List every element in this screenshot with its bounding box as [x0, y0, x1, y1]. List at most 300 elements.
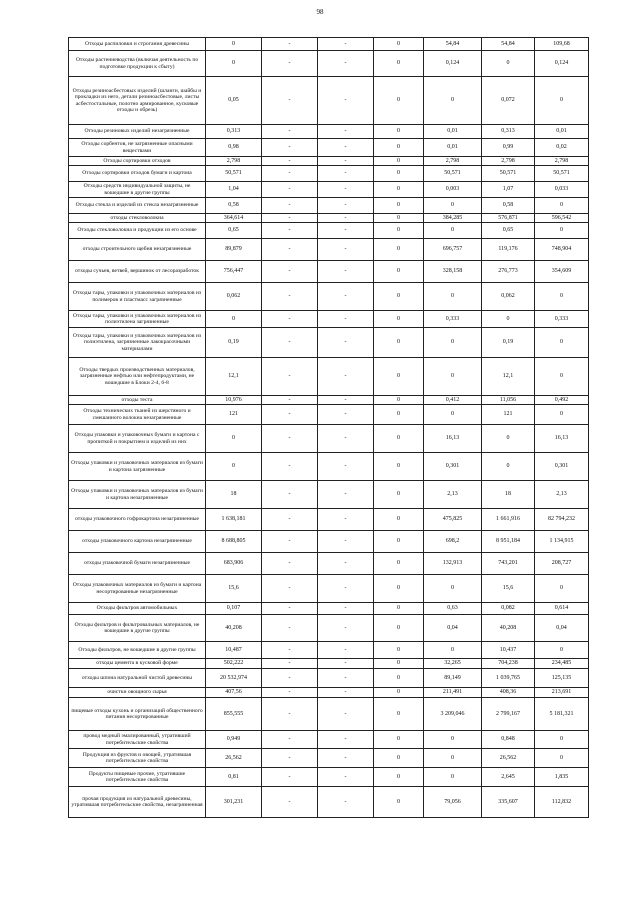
waste-type-name: Отходы сорбентов, не загрязненные опасными веществами	[69, 139, 206, 157]
waste-type-name: отходы упаковочного картона незагрязненные	[69, 531, 206, 553]
col-start-balance-cell: 0,313	[206, 125, 262, 139]
col-received-cell: -	[318, 396, 374, 405]
col-disposed-cell: 0,848	[482, 731, 535, 749]
col-end-balance-cell: 0,04	[535, 615, 589, 642]
col-end-balance-cell: 0,02	[535, 139, 589, 157]
col-disposed-cell: 743,201	[482, 553, 535, 575]
table-row	[69, 166, 589, 182]
col-disposed-cell: 0,58	[482, 198, 535, 214]
col-received-cell: -	[318, 642, 374, 659]
col-start-balance-cell: 12,1	[206, 358, 262, 396]
col-received-cell: -	[318, 182, 374, 198]
col-end-balance-cell: 0	[535, 358, 589, 396]
col-received-cell: -	[318, 328, 374, 358]
col-received-cell: -	[318, 239, 374, 261]
col-generated-cell: -	[262, 51, 318, 77]
col-start-balance-cell: 1 638,181	[206, 509, 262, 531]
waste-type-name: отходы упаковочного гофрокартона незагрязненные	[69, 509, 206, 531]
col-received-cell: -	[318, 531, 374, 553]
col-end-balance-cell: 0	[535, 77, 589, 125]
col-transferred-cell: 54,84	[424, 38, 482, 51]
col-transferred-cell: 50,571	[424, 166, 482, 182]
col-transferred-cell: 0	[424, 283, 482, 311]
col-end-balance-cell: 16,13	[535, 425, 589, 453]
col-generated-cell: -	[262, 575, 318, 603]
table-row	[69, 396, 589, 405]
col-start-balance-cell: 0,98	[206, 139, 262, 157]
table-row	[69, 531, 589, 553]
col-transferred-cell: 0,01	[424, 139, 482, 157]
waste-type-name: Отходы резиноасбестовых изделий (шланги, шайбы и прокладки из него, детали резиноасбестовые, листы асбестостальные, полотно армированное, кусковые отходы и обрезь)	[69, 77, 206, 125]
waste-type-name: Отходы сортировки отходов	[69, 157, 206, 166]
col-received-cell: -	[318, 77, 374, 125]
col-end-balance-cell: 5 181,321	[535, 698, 589, 731]
col-received-cell: -	[318, 603, 374, 615]
col-generated-cell: -	[262, 669, 318, 688]
col-end-balance-cell: 0	[535, 223, 589, 239]
col-start-balance-cell: 0,19	[206, 328, 262, 358]
table-row	[69, 509, 589, 531]
col-disposed-cell: 335,607	[482, 787, 535, 818]
col-received-cell: -	[318, 731, 374, 749]
col-used-cell: 0	[374, 261, 424, 283]
col-disposed-cell: 2,645	[482, 768, 535, 787]
col-generated-cell: -	[262, 157, 318, 166]
col-start-balance-cell: 0,05	[206, 77, 262, 125]
col-disposed-cell: 0,65	[482, 223, 535, 239]
col-disposed-cell: 40,208	[482, 615, 535, 642]
col-received-cell: -	[318, 575, 374, 603]
col-received-cell: -	[318, 669, 374, 688]
table-row	[69, 481, 589, 509]
col-transferred-cell: 0,003	[424, 182, 482, 198]
waste-type-name: отходы строительного щебня незагрязненные	[69, 239, 206, 261]
table-row	[69, 453, 589, 481]
col-end-balance-cell: 0,492	[535, 396, 589, 405]
col-disposed-cell: 12,1	[482, 358, 535, 396]
col-disposed-cell: 0,19	[482, 328, 535, 358]
col-start-balance-cell: 10,487	[206, 642, 262, 659]
waste-type-name: Отходы стекла и изделий из стекла незагрязненные	[69, 198, 206, 214]
col-received-cell: -	[318, 283, 374, 311]
col-transferred-cell: 2,798	[424, 157, 482, 166]
waste-type-name: Продукция из фруктов и овощей, утратившая потребительские свойства	[69, 749, 206, 768]
col-generated-cell: -	[262, 553, 318, 575]
col-disposed-cell: 50,571	[482, 166, 535, 182]
col-end-balance-cell: 1 134,915	[535, 531, 589, 553]
col-generated-cell: -	[262, 198, 318, 214]
col-disposed-cell: 0	[482, 51, 535, 77]
col-received-cell: -	[318, 659, 374, 669]
col-transferred-cell: 384,285	[424, 214, 482, 223]
col-end-balance-cell: 0	[535, 198, 589, 214]
table-row	[69, 139, 589, 157]
col-start-balance-cell: 0,65	[206, 223, 262, 239]
col-generated-cell: -	[262, 642, 318, 659]
col-start-balance-cell: 0	[206, 453, 262, 481]
col-received-cell: -	[318, 38, 374, 51]
col-generated-cell: -	[262, 77, 318, 125]
col-end-balance-cell: 1,835	[535, 768, 589, 787]
col-transferred-cell: 698,2	[424, 531, 482, 553]
table-row	[69, 198, 589, 214]
waste-type-name: Продукты пищевые прочие, утратившие потребительские свойства	[69, 768, 206, 787]
col-start-balance-cell: 18	[206, 481, 262, 509]
col-start-balance-cell: 0,062	[206, 283, 262, 311]
col-transferred-cell: 89,149	[424, 669, 482, 688]
col-generated-cell: -	[262, 509, 318, 531]
col-used-cell: 0	[374, 328, 424, 358]
col-end-balance-cell: 213,691	[535, 688, 589, 698]
col-transferred-cell: 0	[424, 358, 482, 396]
waste-type-name: отходы стекловолокна	[69, 214, 206, 223]
col-generated-cell: -	[262, 731, 318, 749]
col-used-cell: 0	[374, 139, 424, 157]
col-received-cell: -	[318, 553, 374, 575]
table-row	[69, 239, 589, 261]
col-start-balance-cell: 0,81	[206, 768, 262, 787]
col-end-balance-cell: 2,798	[535, 157, 589, 166]
table-row	[69, 261, 589, 283]
col-generated-cell: -	[262, 358, 318, 396]
table-row	[69, 749, 589, 768]
waste-type-name: Отходы технических тканей из шерстяного и смешанного волокна незагрязненные	[69, 405, 206, 425]
col-transferred-cell: 328,158	[424, 261, 482, 283]
col-received-cell: -	[318, 453, 374, 481]
col-disposed-cell: 26,562	[482, 749, 535, 768]
col-received-cell: -	[318, 688, 374, 698]
col-disposed-cell: 2,798	[482, 157, 535, 166]
col-start-balance-cell: 50,571	[206, 166, 262, 182]
col-received-cell: -	[318, 223, 374, 239]
col-start-balance-cell: 26,562	[206, 749, 262, 768]
col-start-balance-cell: 15,6	[206, 575, 262, 603]
col-generated-cell: -	[262, 125, 318, 139]
col-transferred-cell: 0,301	[424, 453, 482, 481]
col-used-cell: 0	[374, 358, 424, 396]
col-disposed-cell: 2 799,167	[482, 698, 535, 731]
col-start-balance-cell: 2,798	[206, 157, 262, 166]
waste-type-name: отходы цемента в кусковой форме	[69, 659, 206, 669]
col-used-cell: 0	[374, 38, 424, 51]
col-generated-cell: -	[262, 223, 318, 239]
col-used-cell: 0	[374, 575, 424, 603]
col-generated-cell: -	[262, 453, 318, 481]
col-start-balance-cell: 1,04	[206, 182, 262, 198]
col-used-cell: 0	[374, 77, 424, 125]
col-received-cell: -	[318, 768, 374, 787]
col-received-cell: -	[318, 198, 374, 214]
col-generated-cell: -	[262, 615, 318, 642]
col-generated-cell: -	[262, 182, 318, 198]
table-row	[69, 642, 589, 659]
col-transferred-cell: 0,124	[424, 51, 482, 77]
waste-type-name: прочая продукция из натуральной древесины, утратившая потребительские свойства, незагрязненная	[69, 787, 206, 818]
col-disposed-cell: 704,238	[482, 659, 535, 669]
col-received-cell: -	[318, 214, 374, 223]
col-generated-cell: -	[262, 787, 318, 818]
col-disposed-cell: 0	[482, 425, 535, 453]
table-row	[69, 787, 589, 818]
col-start-balance-cell: 0	[206, 51, 262, 77]
col-received-cell: -	[318, 51, 374, 77]
col-transferred-cell: 0,333	[424, 311, 482, 328]
col-transferred-cell: 0	[424, 768, 482, 787]
col-transferred-cell: 0,01	[424, 125, 482, 139]
col-used-cell: 0	[374, 453, 424, 481]
col-transferred-cell: 696,757	[424, 239, 482, 261]
col-used-cell: 0	[374, 283, 424, 311]
waste-type-name: Отходы резиновых изделий незагрязненные	[69, 125, 206, 139]
col-used-cell: 0	[374, 787, 424, 818]
col-generated-cell: -	[262, 659, 318, 669]
col-disposed-cell: 1 661,916	[482, 509, 535, 531]
col-used-cell: 0	[374, 405, 424, 425]
col-generated-cell: -	[262, 139, 318, 157]
col-transferred-cell: 16,13	[424, 425, 482, 453]
col-generated-cell: -	[262, 328, 318, 358]
col-start-balance-cell: 89,879	[206, 239, 262, 261]
col-end-balance-cell: 0	[535, 575, 589, 603]
col-received-cell: -	[318, 139, 374, 157]
col-transferred-cell: 211,491	[424, 688, 482, 698]
table-row	[69, 603, 589, 615]
waste-type-name: Отходы распиловки и строгания древесины	[69, 38, 206, 51]
col-received-cell: -	[318, 358, 374, 396]
col-start-balance-cell: 0,107	[206, 603, 262, 615]
waste-type-name: Отходы упаковки и упаковочных бумаги и картона с пропиткой и покрытием и изделий из них	[69, 425, 206, 453]
col-transferred-cell: 0	[424, 405, 482, 425]
col-used-cell: 0	[374, 731, 424, 749]
col-transferred-cell: 0,412	[424, 396, 482, 405]
col-end-balance-cell: 0,01	[535, 125, 589, 139]
col-transferred-cell: 0	[424, 575, 482, 603]
col-generated-cell: -	[262, 311, 318, 328]
waste-type-name: Отходы растениеводства (включая деятельность по подготовке продукции к сбыту)	[69, 51, 206, 77]
waste-type-name: отходы теста	[69, 396, 206, 405]
col-used-cell: 0	[374, 396, 424, 405]
table-row	[69, 615, 589, 642]
col-start-balance-cell: 756,447	[206, 261, 262, 283]
col-used-cell: 0	[374, 166, 424, 182]
col-disposed-cell: 0,313	[482, 125, 535, 139]
col-received-cell: -	[318, 157, 374, 166]
col-generated-cell: -	[262, 425, 318, 453]
col-transferred-cell: 32,265	[424, 659, 482, 669]
col-received-cell: -	[318, 787, 374, 818]
col-start-balance-cell: 0,58	[206, 198, 262, 214]
col-transferred-cell: 0	[424, 223, 482, 239]
col-disposed-cell: 18	[482, 481, 535, 509]
waste-type-name: пищевые отходы кухонь и организаций общественного питания несортированные	[69, 698, 206, 731]
col-end-balance-cell: 50,571	[535, 166, 589, 182]
table-row	[69, 328, 589, 358]
col-disposed-cell: 0	[482, 311, 535, 328]
col-received-cell: -	[318, 311, 374, 328]
col-end-balance-cell: 109,68	[535, 38, 589, 51]
col-transferred-cell: 0	[424, 198, 482, 214]
col-received-cell: -	[318, 425, 374, 453]
col-start-balance-cell: 0	[206, 38, 262, 51]
table-row	[69, 698, 589, 731]
col-received-cell: -	[318, 405, 374, 425]
col-end-balance-cell: 0	[535, 749, 589, 768]
table-row	[69, 51, 589, 77]
col-disposed-cell: 1 039,765	[482, 669, 535, 688]
col-used-cell: 0	[374, 125, 424, 139]
waste-type-name: Отходы стекловолокна и продукции из его основе	[69, 223, 206, 239]
col-start-balance-cell: 0,949	[206, 731, 262, 749]
col-used-cell: 0	[374, 51, 424, 77]
col-disposed-cell: 0,062	[482, 283, 535, 311]
table-row	[69, 77, 589, 125]
col-end-balance-cell: 0	[535, 405, 589, 425]
col-end-balance-cell: 0,301	[535, 453, 589, 481]
table-row	[69, 214, 589, 223]
col-used-cell: 0	[374, 659, 424, 669]
waste-type-name: Отходы сортировки отходов бумаги и картона	[69, 166, 206, 182]
waste-type-name: Отходы тары, упаковки и упаковочных материалов из полимеров и пластмасс загрязненные	[69, 283, 206, 311]
col-generated-cell: -	[262, 239, 318, 261]
col-generated-cell: -	[262, 283, 318, 311]
col-end-balance-cell: 596,542	[535, 214, 589, 223]
col-disposed-cell: 408,36	[482, 688, 535, 698]
col-used-cell: 0	[374, 311, 424, 328]
col-generated-cell: -	[262, 749, 318, 768]
waste-type-name: очистки овощного сырья	[69, 688, 206, 698]
col-start-balance-cell: 0	[206, 311, 262, 328]
col-start-balance-cell: 40,208	[206, 615, 262, 642]
col-used-cell: 0	[374, 182, 424, 198]
col-transferred-cell: 0	[424, 642, 482, 659]
waste-type-name: Отходы упаковки и упаковочных материалов из бумаги и картона незагрязненные	[69, 481, 206, 509]
col-used-cell: 0	[374, 553, 424, 575]
col-received-cell: -	[318, 481, 374, 509]
col-generated-cell: -	[262, 396, 318, 405]
col-used-cell: 0	[374, 698, 424, 731]
col-end-balance-cell: 0	[535, 328, 589, 358]
col-end-balance-cell: 0,124	[535, 51, 589, 77]
table-row	[69, 223, 589, 239]
col-transferred-cell: 0,04	[424, 615, 482, 642]
table-row	[69, 283, 589, 311]
col-disposed-cell: 8 951,184	[482, 531, 535, 553]
table-row	[69, 182, 589, 198]
col-disposed-cell: 1,07	[482, 182, 535, 198]
col-disposed-cell: 0	[482, 453, 535, 481]
col-disposed-cell: 121	[482, 405, 535, 425]
table-row	[69, 157, 589, 166]
col-used-cell: 0	[374, 239, 424, 261]
col-end-balance-cell: 748,904	[535, 239, 589, 261]
waste-balance-table	[68, 37, 589, 818]
col-start-balance-cell: 364,614	[206, 214, 262, 223]
col-start-balance-cell: 8 688,805	[206, 531, 262, 553]
col-used-cell: 0	[374, 425, 424, 453]
col-end-balance-cell: 125,135	[535, 669, 589, 688]
col-generated-cell: -	[262, 405, 318, 425]
waste-type-name: Отходы средств индивидуальной защиты, не вошедшие в другие группы	[69, 182, 206, 198]
waste-type-name: провод медный эмалированный, утративший потребительские свойства	[69, 731, 206, 749]
col-disposed-cell: 0,072	[482, 77, 535, 125]
col-transferred-cell: 0	[424, 731, 482, 749]
col-transferred-cell: 0	[424, 749, 482, 768]
table-row	[69, 669, 589, 688]
col-end-balance-cell: 0,033	[535, 182, 589, 198]
col-generated-cell: -	[262, 603, 318, 615]
page-number: 98	[316, 8, 324, 16]
col-used-cell: 0	[374, 214, 424, 223]
col-disposed-cell: 119,176	[482, 239, 535, 261]
col-start-balance-cell: 683,906	[206, 553, 262, 575]
col-used-cell: 0	[374, 768, 424, 787]
col-used-cell: 0	[374, 642, 424, 659]
waste-type-name: Отходы тары, упаковки и упаковочных материалов из полиэтилена загрязненные	[69, 311, 206, 328]
col-used-cell: 0	[374, 669, 424, 688]
col-generated-cell: -	[262, 38, 318, 51]
col-start-balance-cell: 20 532,974	[206, 669, 262, 688]
col-transferred-cell: 3 209,046	[424, 698, 482, 731]
col-generated-cell: -	[262, 768, 318, 787]
col-received-cell: -	[318, 509, 374, 531]
waste-type-name: Отходы тары, упаковки и упаковочных материалов из полиэтилена, загрязненные лакокрасочными материалами	[69, 328, 206, 358]
col-end-balance-cell: 208,727	[535, 553, 589, 575]
col-disposed-cell: 11,056	[482, 396, 535, 405]
waste-type-name: Отходы твердых производственных материалов, загрязненные нефтью или нефтепродуктами, не вошедшие в Блоки 2-4, 6-8	[69, 358, 206, 396]
col-transferred-cell: 79,056	[424, 787, 482, 818]
table-row	[69, 731, 589, 749]
col-start-balance-cell: 301,231	[206, 787, 262, 818]
col-used-cell: 0	[374, 603, 424, 615]
waste-type-name: Отходы фильтров, не вошедшие в другие группы	[69, 642, 206, 659]
col-transferred-cell: 2,13	[424, 481, 482, 509]
col-received-cell: -	[318, 261, 374, 283]
col-generated-cell: -	[262, 698, 318, 731]
col-end-balance-cell: 112,832	[535, 787, 589, 818]
col-end-balance-cell: 0	[535, 731, 589, 749]
col-start-balance-cell: 855,555	[206, 698, 262, 731]
col-used-cell: 0	[374, 688, 424, 698]
col-end-balance-cell: 0	[535, 283, 589, 311]
col-end-balance-cell: 354,609	[535, 261, 589, 283]
waste-type-name: отходы сучьев, ветвей, вершинок от лесоразработок	[69, 261, 206, 283]
col-end-balance-cell: 82 794,232	[535, 509, 589, 531]
table-row	[69, 688, 589, 698]
col-received-cell: -	[318, 749, 374, 768]
col-end-balance-cell: 2,13	[535, 481, 589, 509]
col-transferred-cell: 0	[424, 77, 482, 125]
col-disposed-cell: 54,84	[482, 38, 535, 51]
col-used-cell: 0	[374, 223, 424, 239]
col-used-cell: 0	[374, 615, 424, 642]
table-row	[69, 125, 589, 139]
col-start-balance-cell: 10,976	[206, 396, 262, 405]
col-used-cell: 0	[374, 481, 424, 509]
col-disposed-cell: 0,99	[482, 139, 535, 157]
col-generated-cell: -	[262, 531, 318, 553]
col-end-balance-cell: 0,333	[535, 311, 589, 328]
table-row	[69, 425, 589, 453]
col-transferred-cell: 475,825	[424, 509, 482, 531]
waste-type-name: Отходы фильтров автомобильных	[69, 603, 206, 615]
col-received-cell: -	[318, 698, 374, 731]
col-start-balance-cell: 121	[206, 405, 262, 425]
waste-type-name: отходы шпона натуральной чистой древесины	[69, 669, 206, 688]
waste-type-name: Отходы фильтров и фильтровальных материалов, не вошедшие в другие группы	[69, 615, 206, 642]
col-used-cell: 0	[374, 531, 424, 553]
waste-type-name: отходы упаковочной бумаги незагрязненные	[69, 553, 206, 575]
col-generated-cell: -	[262, 261, 318, 283]
